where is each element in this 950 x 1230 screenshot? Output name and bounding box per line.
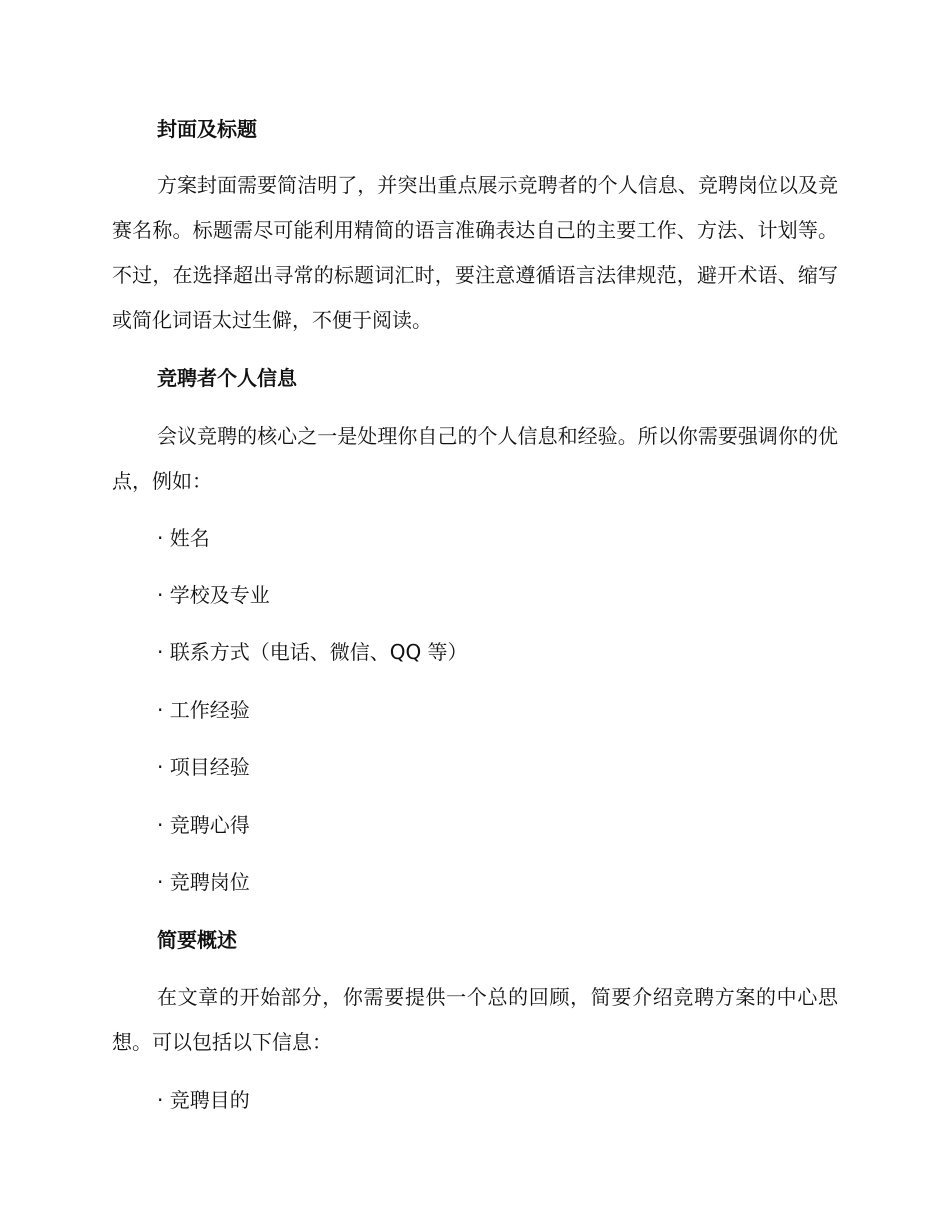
list-item: · 学校及专业: [157, 583, 270, 607]
list-item: · 工作经验: [157, 698, 250, 722]
section-heading-overview: 简要概述: [157, 928, 237, 952]
section-heading-personal-info: 竞聘者个人信息: [157, 366, 297, 390]
list-item: · 联系方式（电话、微信、QQ 等）: [157, 640, 468, 664]
list-item: · 项目经验: [157, 755, 250, 779]
list-item: · 竞聘心得: [157, 813, 250, 837]
list-item: · 姓名: [157, 526, 210, 550]
list-item: · 竞聘目的: [157, 1088, 250, 1112]
paragraph-personal-info: 会议竞聘的核心之一是处理你自己的个人信息和经验。所以你需要强调你的优点，例如：: [112, 424, 838, 493]
paragraph-cover-title: 方案封面需要简洁明了，并突出重点展示竞聘者的个人信息、竞聘岗位以及竞赛名称。标题需尽可能利用精简的语言准确表达自己的主要工作、方法、计划等。不过，在选择超出寻常的标题词汇时，要注意遵循语言法律规范，避开术语、缩写或简化词语太过生僻，不便于阅读。: [112, 173, 838, 332]
paragraph-overview: 在文章的开始部分，你需要提供一个总的回顾，简要介绍竞聘方案的中心思想。可以包括以下信息：: [112, 985, 838, 1054]
list-item: · 竞聘岗位: [157, 870, 250, 894]
section-heading-cover-title: 封面及标题: [157, 117, 257, 141]
